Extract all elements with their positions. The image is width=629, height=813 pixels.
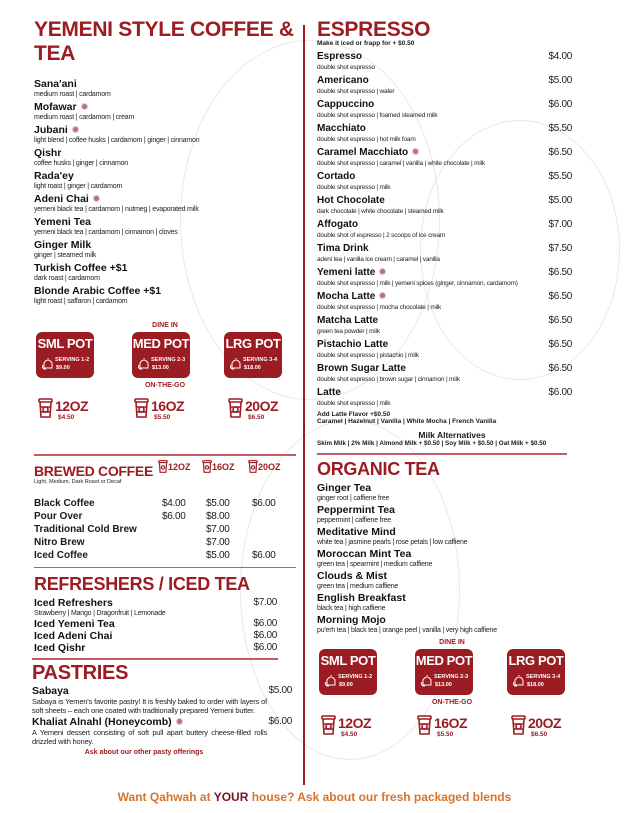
menu-item-description: green tea | medium caffiene (317, 582, 399, 590)
menu-item-name: Iced Adeni Chai (34, 630, 113, 642)
coffee-cup-icon (134, 398, 149, 418)
cup-price: $5.50 (437, 730, 454, 738)
kettle-icon (513, 673, 525, 687)
menu-item (34, 618, 277, 630)
menu-item-description: double shot espresso | mocha chocolate | milk (317, 304, 442, 311)
pot-title: MED POT (132, 336, 190, 351)
pastries-section-title: PASTRIES (32, 661, 129, 684)
menu-item-name: Hot Chocolate (317, 195, 385, 206)
brewed-row (34, 524, 296, 537)
menu-item-description: double shot espresso | brown sugar | cinnamon | milk (317, 376, 460, 383)
menu-item-price: $7.00 (548, 219, 572, 230)
brewed-item-name: Iced Coffee (34, 549, 88, 561)
latte-flavor-label: Add Latte Flavor +$0.50 (317, 411, 391, 418)
menu-item-price: $7.50 (548, 243, 572, 254)
menu-item (317, 147, 580, 168)
menu-item-description: green tea | spearmint | medium caffiene (317, 560, 433, 568)
brewed-row (34, 511, 296, 524)
specialty-drink-icon (379, 268, 386, 275)
footer-text-post: house? Ask about our fresh packaged blends (248, 790, 512, 804)
menu-item-description: double shot espresso | hot milk foam (317, 136, 416, 143)
menu-item-name: Caramel Macchiato (317, 147, 580, 159)
cup-price: $4.50 (58, 414, 75, 421)
coffee-cup-icon (158, 462, 168, 472)
menu-item-description: adeni tea | vanilla ice cream | caramel | vanilla (317, 256, 440, 263)
pot-serving: SERVING 3-4 (526, 673, 561, 680)
menu-item (34, 630, 277, 642)
section-divider (34, 567, 296, 569)
pot-price: $9.00 (56, 365, 70, 371)
menu-item-name: Blonde Arabic Coffee +$1 (34, 285, 162, 297)
menu-item-name: Khaliat Alnahl (Honeycomb) (32, 716, 267, 728)
espresso-section-title: ESPRESSO (317, 18, 431, 41)
menu-item-name: Ginger Tea (317, 481, 372, 494)
menu-item-name: Iced Qishr (34, 642, 86, 654)
section-divider (32, 658, 278, 660)
brewed-item-price: $5.00 (206, 549, 230, 561)
menu-item (34, 216, 296, 237)
menu-item (34, 642, 277, 654)
menu-item-description: yemeni black tea | cardamom | cinnamon | cloves (34, 229, 178, 236)
milk-alternatives-title: Milk Alternatives (418, 430, 486, 440)
brewed-size-column (248, 460, 281, 473)
menu-item-description: double shot of espresso | 2 scoops of ice cream (317, 232, 446, 239)
brewed-item-price: $6.00 (162, 510, 186, 522)
menu-item-price: $5.00 (548, 195, 572, 206)
pot-serving: SERVING 2-3 (151, 357, 186, 363)
brewed-item-price: $6.00 (252, 497, 276, 509)
menu-item-name: Cappuccino (317, 99, 375, 110)
menu-item (34, 285, 296, 306)
pot-serving: SERVING 2-3 (434, 673, 469, 680)
menu-item (34, 78, 296, 99)
espresso-list (317, 51, 580, 408)
section-divider (317, 453, 567, 455)
menu-item-name: English Breakfast (317, 591, 406, 604)
pot-price: $18.00 (244, 365, 261, 371)
menu-item-name: Macchiato (317, 123, 366, 134)
menu-item-name: Tima Drink (317, 243, 369, 254)
to-go-cup-size (511, 715, 571, 745)
specialty-drink-icon (81, 103, 88, 110)
kettle-icon (230, 356, 242, 370)
specialty-drink-icon (72, 126, 79, 133)
menu-item (317, 570, 587, 591)
coffee-cup-icon (511, 715, 526, 735)
brewed-section-title: BREWED COFFEE (34, 462, 153, 479)
footer-promo (0, 790, 629, 804)
brewed-item-name: Black Coffee (34, 497, 95, 509)
pot-size-card (507, 649, 565, 695)
pot-price: $18.00 (527, 681, 544, 688)
menu-item-name: Peppermint Tea (317, 503, 395, 516)
footer-text-emphasis: YOUR (213, 790, 249, 804)
to-go-cup-size (38, 398, 98, 428)
pot-title: SML POT (37, 336, 93, 351)
dine-in-label: DINE IN (439, 638, 465, 646)
on-the-go-label: ON-THE-GO (144, 382, 186, 389)
brewed-item-price: $4.00 (162, 497, 186, 509)
menu-item-price: $6.00 (548, 99, 572, 110)
menu-item-price: $6.00 (253, 630, 277, 641)
menu-item-description: double shot espresso | milk (317, 184, 391, 191)
to-go-cup-size (134, 398, 194, 428)
menu-item-name: Latte (317, 387, 341, 398)
menu-item (317, 171, 580, 192)
menu-item-name: Espresso (317, 51, 363, 62)
menu-item (34, 597, 277, 618)
menu-item-price: $6.50 (548, 291, 572, 302)
menu-item-description: double shot espresso | pistachio | milk (317, 352, 419, 359)
menu-item-name: Qishr (34, 147, 62, 159)
left-column (34, 18, 296, 756)
coffee-cup-icon (417, 715, 432, 735)
menu-item (34, 193, 296, 214)
menu-item-description: dark roast | cardamom (34, 275, 100, 282)
menu-item (34, 101, 296, 122)
menu-item-name: Ginger Milk (34, 239, 92, 251)
espresso-subtitle: Make it iced or frapp for + $0.50 (317, 40, 415, 47)
menu-item-price: $6.50 (548, 339, 572, 350)
menu-item (34, 239, 296, 260)
footer-text-pre: Want Qahwah at (117, 790, 214, 804)
menu-item-description: A Yemeni dessert consisting of soft pull apart buttery cheese-filled rolls drizzled with honey. (32, 727, 267, 746)
brewed-row (34, 537, 296, 550)
menu-item (317, 592, 587, 613)
menu-item-price: $5.50 (548, 171, 572, 182)
latte-flavor-options: Caramel | Hazelnut | Vanilla | White Mocha | French Vanilla (317, 418, 497, 425)
menu-item-name: Morning Mojo (317, 613, 386, 626)
menu-item (34, 262, 296, 283)
pot-title: LRG POT (225, 336, 281, 351)
menu-item-name: Moroccan Mint Tea (317, 547, 412, 560)
menu-item-name: Turkish Coffee +$1 (34, 262, 128, 274)
menu-item (317, 99, 580, 120)
brewed-item-price: $7.00 (206, 536, 230, 548)
brewed-item-price: $5.00 (206, 497, 230, 509)
organic-tea-list (317, 482, 587, 635)
coffee-cup-icon (38, 398, 53, 418)
pot-size-card (415, 649, 473, 695)
menu-item-description: double shot espresso | caramel | vanilla | white chocolate | milk (317, 160, 485, 167)
menu-item-description: medium roast | cardamom (34, 91, 111, 98)
brewed-subtitle: Light, Medium, Dark Roast or Decaf (34, 478, 122, 485)
menu-item (317, 387, 580, 408)
cup-price: $6.50 (248, 414, 265, 421)
pot-size-card (36, 332, 94, 378)
organic-sizes (317, 639, 587, 759)
coffee-cup-icon (202, 462, 212, 472)
menu-item-name: Adeni Chai (34, 193, 296, 205)
menu-item-name: Affogato (317, 219, 359, 230)
pot-serving: SERVING 1-2 (55, 357, 90, 363)
specialty-drink-icon (379, 292, 386, 299)
menu-item-price: $4.00 (548, 51, 572, 62)
yemeni-sizes (34, 322, 296, 442)
specialty-drink-icon (176, 718, 183, 725)
refreshers-list (34, 597, 277, 654)
pot-title: MED POT (415, 652, 473, 668)
menu-item-description: Strawberry | Mango | Dragonfruit | Lemonade (34, 610, 166, 617)
brewed-item-name: Nitro Brew (34, 536, 85, 548)
menu-item-name: Mofawar (34, 101, 296, 113)
coffee-cup-icon (248, 462, 258, 472)
menu-item (32, 684, 292, 715)
pastries-note: Ask about our other pasty offerings (84, 748, 204, 756)
menu-item-name: Rada'ey (34, 170, 74, 182)
menu-item-price: $6.50 (548, 267, 572, 278)
menu-item (317, 526, 587, 547)
menu-item-description: green tea powder | milk (317, 328, 380, 335)
menu-item-name: Meditative Mind (317, 525, 396, 538)
menu-item-price: $6.00 (268, 715, 292, 727)
menu-item (317, 219, 580, 240)
menu-item-name: Iced Refreshers (34, 597, 113, 609)
menu-item (317, 614, 587, 635)
pot-size-card (132, 332, 190, 378)
menu-item-description: Sabaya is Yemen's favorite pastry! It is freshly baked to order with layers of soft sheets – each one coated with traditionally prepared Yemeni butter. (32, 696, 267, 715)
menu-item-description: light roast | saffaron | cardamom (34, 298, 128, 305)
menu-item (317, 482, 587, 503)
menu-item-name: Jubani (34, 124, 296, 136)
yemeni-item-list (34, 78, 296, 306)
brewed-item-name: Pour Over (34, 510, 83, 522)
menu-item (34, 170, 296, 191)
menu-item-description: double shot espresso | water (317, 88, 395, 95)
on-the-go-label: ON-THE-GO (431, 698, 473, 706)
cup-price: $4.50 (341, 730, 358, 738)
pot-size-card (319, 649, 377, 695)
coffee-cup-icon (228, 398, 243, 418)
specialty-drink-icon (93, 195, 100, 202)
menu-item-description: light roast | ginger | cardamom (34, 183, 123, 190)
menu-item-description: medium roast | cardamom | cream (34, 114, 135, 121)
to-go-cup-size (228, 398, 288, 428)
menu-item-name: Brown Sugar Latte (317, 363, 406, 374)
specialty-drink-icon (412, 148, 419, 155)
menu-item-description: double shot espresso | milk (317, 400, 391, 407)
cup-price: $6.50 (531, 730, 548, 738)
menu-item-name: Cortado (317, 171, 356, 182)
menu-item (317, 75, 580, 96)
menu-item-description: double shot espresso (317, 64, 375, 71)
brewed-size-column (158, 460, 191, 473)
menu-item (317, 123, 580, 144)
kettle-icon (138, 356, 150, 370)
pot-title: LRG POT (508, 652, 564, 668)
menu-item-description: white tea | jasmine pearls | rose petals | low caffiene (317, 538, 468, 546)
brewed-row (34, 498, 296, 511)
dine-in-label: DINE IN (152, 322, 178, 329)
menu-item (317, 267, 580, 288)
cup-size-label: 12OZ (338, 714, 372, 731)
menu-item (34, 124, 296, 145)
menu-item-description: peppermint | caffiene free (317, 516, 391, 524)
yemeni-section-title: YEMENI STYLE COFFEE & TEA (34, 18, 294, 65)
brewed-size-label: 12OZ (168, 461, 191, 472)
menu-item (34, 147, 296, 168)
pot-price: $13.00 (435, 681, 452, 688)
menu-item-description: black tea | high caffiene (317, 604, 386, 612)
menu-item-description: double shot espresso | foamed steamed milk (317, 112, 438, 119)
refreshers-section-title: REFRESHERS / ICED TEA (34, 574, 250, 594)
menu-item-name: Clouds & Mist (317, 569, 387, 582)
pot-price: $9.00 (339, 681, 353, 688)
menu-item-name: Yemeni Tea (34, 216, 92, 228)
menu-item (32, 715, 292, 746)
menu-item (317, 243, 580, 264)
brewed-size-label: 16OZ (212, 461, 235, 472)
menu-item-description: dark chocolate | white chocolate | steamed milk (317, 208, 444, 215)
menu-item (317, 315, 580, 336)
menu-item-description: yemeni black tea | cardamom | nutmeg | evaporated milk (34, 206, 199, 213)
brewed-table (34, 498, 296, 563)
menu-item (317, 504, 587, 525)
coffee-cup-icon (321, 715, 336, 735)
pot-price: $13.00 (152, 365, 169, 371)
menu-item-description: pu'erh tea | black tea | orange peel | vanilla | very high caffiene (317, 626, 497, 634)
menu-item-name: Sana'ani (34, 78, 77, 90)
column-divider (303, 25, 305, 785)
milk-alternatives-options: Skim Milk | 2% Milk | Almond Milk + $0.50 | Soy Milk + $0.50 | Oat Milk + $0.50 (317, 440, 547, 447)
menu-item-description: ginger | steamed milk (34, 252, 97, 259)
brewed-item-price: $7.00 (206, 523, 230, 535)
menu-item-name: Americano (317, 75, 369, 86)
to-go-cup-size (321, 715, 381, 745)
menu-item (317, 548, 587, 569)
cup-size-label: 16OZ (151, 398, 185, 414)
menu-item-name: Pistachio Latte (317, 339, 389, 350)
menu-item-description: light blend | coffee husks | cardamom | ginger | cinnamon (34, 137, 200, 144)
menu-item-name: Iced Yemeni Tea (34, 618, 115, 630)
pastries-list (32, 684, 292, 746)
menu-item-price: $6.00 (548, 387, 572, 398)
menu-item-name: Matcha Latte (317, 315, 379, 326)
to-go-cup-size (417, 715, 477, 745)
pot-serving: SERVING 3-4 (243, 357, 278, 363)
brewed-item-name: Traditional Cold Brew (34, 523, 137, 535)
cup-price: $5.50 (154, 414, 171, 421)
kettle-icon (421, 673, 433, 687)
organic-section-title: ORGANIC TEA (317, 458, 440, 479)
menu-item-description: coffee husks | ginger | cinnamon (34, 160, 128, 167)
menu-item (317, 291, 580, 312)
menu-item (317, 339, 580, 360)
menu-item-name: Sabaya (32, 684, 69, 697)
menu-item-name: Yemeni latte (317, 267, 580, 279)
menu-item-price: $5.50 (548, 123, 572, 134)
menu-item-price: $7.00 (253, 597, 277, 608)
menu-item-price: $6.50 (548, 315, 572, 326)
brewed-size-column (202, 460, 235, 473)
menu-item-description: ginger root | caffiene free (317, 494, 390, 502)
menu-item (317, 363, 580, 384)
right-column (317, 18, 587, 759)
cup-size-label: 12OZ (55, 398, 89, 414)
pot-serving: SERVING 1-2 (338, 673, 373, 680)
kettle-icon (42, 356, 54, 370)
brewed-size-label: 20OZ (258, 461, 281, 472)
menu-item (317, 51, 580, 72)
menu-item-price: $6.50 (548, 363, 572, 374)
pot-title: SML POT (320, 652, 376, 668)
brewed-header (34, 456, 296, 494)
menu-item-description: double shot espresso | milk | yemeni spices (ginger, cinnamon, cardamom) (317, 280, 518, 287)
menu-item-price: $6.50 (548, 147, 572, 158)
menu-item (317, 195, 580, 216)
menu-item-name: Mocha Latte (317, 291, 580, 303)
cup-size-label: 16OZ (434, 714, 468, 731)
menu-item-price: $5.00 (548, 75, 572, 86)
kettle-icon (325, 673, 337, 687)
cup-size-label: 20OZ (245, 398, 279, 414)
brewed-item-price: $8.00 (206, 510, 230, 522)
brewed-row (34, 550, 296, 563)
menu-item-price: $5.00 (268, 684, 292, 696)
pot-size-card (224, 332, 282, 378)
menu-item-price: $6.00 (253, 618, 277, 629)
brewed-item-price: $6.00 (252, 549, 276, 561)
cup-size-label: 20OZ (528, 714, 562, 731)
menu-item-price: $6.00 (253, 642, 277, 653)
